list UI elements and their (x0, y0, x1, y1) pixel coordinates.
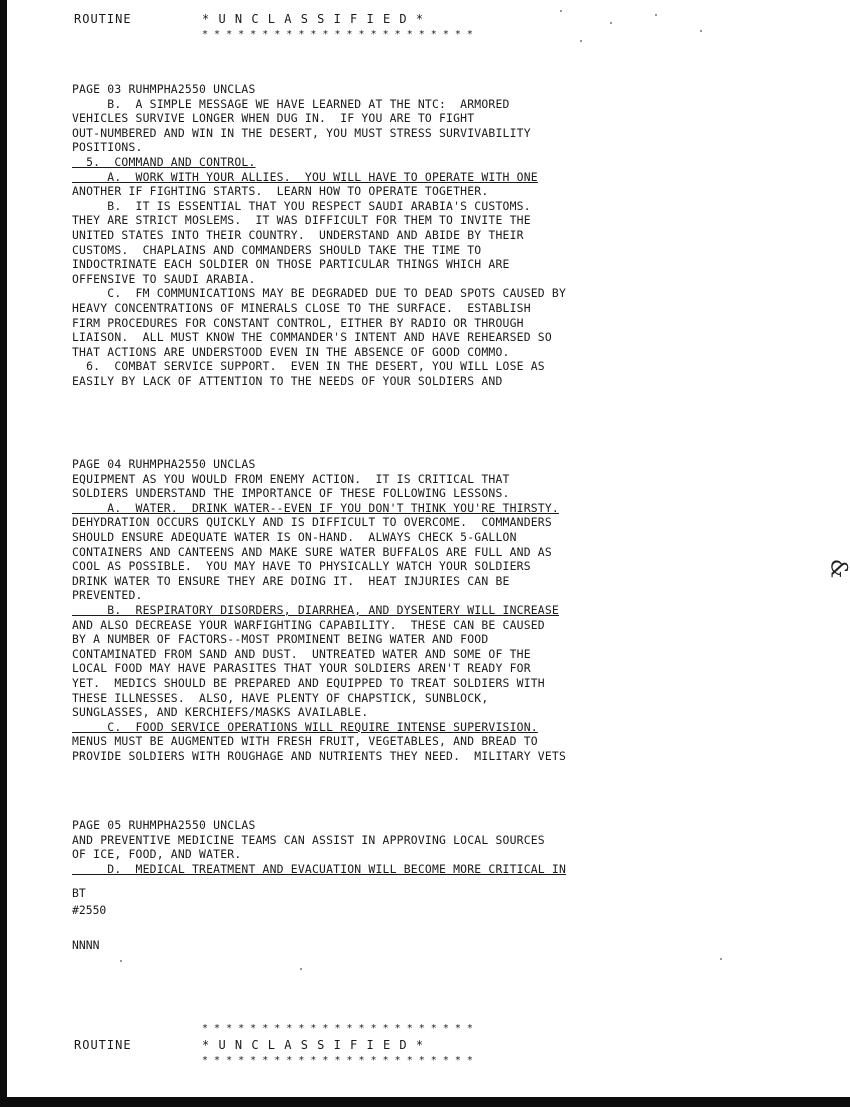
text-line: HEAVY CONCENTRATIONS OF MINERALS CLOSE TO THE SURFACE. ESTABLISH (72, 300, 531, 315)
subheading-water: A. WATER. DRINK WATER--EVEN IF YOU DON'T THINK YOU'RE THIRSTY. (72, 500, 559, 515)
subheading-medical: D. MEDICAL TREATMENT AND EVACUATION WILL BECOME MORE CRITICAL IN (72, 861, 567, 876)
scan-left-edge (0, 0, 7, 1107)
text-line: PREVENTED. (72, 588, 143, 603)
header-classification: * U N C L A S S I F I E D * (202, 12, 425, 26)
text-line: PROVIDE SOLDIERS WITH ROUGHAGE AND NUTRIENTS THEY NEED. MILITARY VETS (72, 748, 567, 763)
message-page-03 (72, 82, 842, 388)
text-line: FIRM PROCEDURES FOR CONSTANT CONTROL, EITHER BY RADIO OR THROUGH (72, 315, 524, 330)
text-line: B. IT IS ESSENTIAL THAT YOU RESPECT SAUDI ARABIA'S CUSTOMS. (72, 198, 531, 213)
scan-speck (120, 960, 122, 962)
text-line: B. A SIMPLE MESSAGE WE HAVE LEARNED AT THE NTC: ARMORED (72, 96, 510, 111)
footer-stars-bottom: * * * * * * * * * * * * * * * * * * * * * * * (202, 1055, 473, 1066)
scan-speck (610, 22, 612, 24)
text-line: CUSTOMS. CHAPLAINS AND COMMANDERS SHOULD TAKE THE TIME TO (72, 242, 482, 257)
text-line: DRINK WATER TO ENSURE THEY ARE DOING IT. HEAT INJURIES CAN BE (72, 573, 510, 588)
text-line: C. FM COMMUNICATIONS MAY BE DEGRADED DUE TO DEAD SPOTS CAUSED BY (72, 286, 567, 301)
message-page-05 (72, 818, 842, 876)
scan-speck (300, 968, 302, 970)
header-routine: ROUTINE (74, 12, 132, 26)
end-of-message-marker: NNNN (72, 938, 100, 952)
text-line: CONTAMINATED FROM SAND AND DUST. UNTREATED WATER AND SOME OF THE (72, 646, 531, 661)
footer-classification: * U N C L A S S I F I E D * (202, 1038, 425, 1052)
subheading-respiratory: B. RESPIRATORY DISORDERS, DIARRHEA, AND DYSENTERY WILL INCREASE (72, 602, 559, 617)
text-line: EASILY BY LACK OF ATTENTION TO THE NEEDS OF YOUR SOLDIERS AND (72, 373, 503, 388)
text-line: SUNGLASSES, AND KERCHIEFS/MASKS AVAILABLE. (72, 705, 369, 720)
text-line: CONTAINERS AND CANTEENS AND MAKE SURE WATER BUFFALOS ARE FULL AND AS (72, 544, 552, 559)
page-label-05: PAGE 05 RUHMPHA2550 UNCLAS (72, 818, 256, 832)
text-line: OFFENSIVE TO SAUDI ARABIA. (72, 271, 256, 286)
scan-bottom-edge (0, 1097, 850, 1107)
text-line: UNITED STATES INTO THEIR COUNTRY. UNDERSTAND AND ABIDE BY THEIR (72, 227, 524, 242)
text-line: DEHYDRATION OCCURS QUICKLY AND IS DIFFICULT TO OVERCOME. COMMANDERS (72, 515, 552, 530)
header-stars: * * * * * * * * * * * * * * * * * * * * * * * (202, 29, 473, 40)
message-number: #2550 (72, 903, 107, 917)
text-line: BY A NUMBER OF FACTORS--MOST PROMINENT BEING WATER AND FOOD (72, 632, 489, 647)
scan-speck (580, 40, 582, 42)
text-line: OUT-NUMBERED AND WIN IN THE DESERT, YOU MUST STRESS SURVIVABILITY (72, 125, 531, 140)
footer-stars-top: * * * * * * * * * * * * * * * * * * * * * * * (202, 1023, 473, 1034)
text-line: THAT ACTIONS ARE UNDERSTOOD EVEN IN THE ABSENCE OF GOOD COMMO. (72, 344, 510, 359)
text-line: LIAISON. ALL MUST KNOW THE COMMANDER'S INTENT AND HAVE REHEARSED SO (72, 330, 552, 345)
text-line: A. WORK WITH YOUR ALLIES. YOU WILL HAVE TO OPERATE WITH ONE (72, 169, 538, 184)
scan-speck (560, 10, 562, 12)
footer-routine: ROUTINE (74, 1038, 132, 1052)
text-line: INDOCTRINATE EACH SOLDIER ON THOSE PARTICULAR THINGS WHICH ARE (72, 257, 510, 272)
section-heading-combat-service-support: 6. COMBAT SERVICE SUPPORT. EVEN IN THE DESERT, YOU WILL LOSE AS (72, 359, 545, 374)
break-marker: BT (72, 886, 86, 900)
text-line: EQUIPMENT AS YOU WOULD FROM ENEMY ACTION. IT IS CRITICAL THAT (72, 471, 510, 486)
scan-speck (655, 14, 657, 16)
text-line: POSITIONS. (72, 140, 143, 155)
page-label-03: PAGE 03 RUHMPHA2550 UNCLAS (72, 82, 256, 96)
text-line: LOCAL FOOD MAY HAVE PARASITES THAT YOUR SOLDIERS AREN'T READY FOR (72, 661, 531, 676)
text-line: VEHICLES SURVIVE LONGER WHEN DUG IN. IF YOU ARE TO FIGHT (72, 111, 475, 126)
section-heading-command-control: 5. COMMAND AND CONTROL. (72, 154, 256, 169)
text-line: YET. MEDICS SHOULD BE PREPARED AND EQUIPPED TO TREAT SOLDIERS WITH (72, 675, 545, 690)
scan-speck (720, 958, 722, 960)
scan-speck (700, 30, 702, 32)
text-line: OF ICE, FOOD, AND WATER. (72, 847, 242, 862)
text-line: THESE ILLNESSES. ALSO, HAVE PLENTY OF CHAPSTICK, SUNBLOCK, (72, 690, 489, 705)
text-line: AND PREVENTIVE MEDICINE TEAMS CAN ASSIST IN APPROVING LOCAL SOURCES (72, 832, 545, 847)
text-line: AND ALSO DECREASE YOUR WARFIGHTING CAPABILITY. THESE CAN BE CAUSED (72, 617, 545, 632)
page-label-04: PAGE 04 RUHMPHA2550 UNCLAS (72, 457, 256, 471)
text-line: ANOTHER IF FIGHTING STARTS. LEARN HOW TO OPERATE TOGETHER. (72, 184, 489, 199)
message-page-04 (72, 457, 842, 763)
handwritten-margin-mark-icon: & (825, 558, 850, 579)
text-line: SHOULD ENSURE ADEQUATE WATER IS ON-HAND. ALWAYS CHECK 5-GALLON (72, 529, 517, 544)
text-line: COOL AS POSSIBLE. YOU MAY HAVE TO PHYSICALLY WATCH YOUR SOLDIERS (72, 559, 531, 574)
subheading-food-service: C. FOOD SERVICE OPERATIONS WILL REQUIRE INTENSE SUPERVISION. (72, 719, 538, 734)
text-line: THEY ARE STRICT MOSLEMS. IT WAS DIFFICULT FOR THEM TO INVITE THE (72, 213, 531, 228)
text-line: SOLDIERS UNDERSTAND THE IMPORTANCE OF THESE FOLLOWING LESSONS. (72, 486, 510, 501)
text-line: MENUS MUST BE AUGMENTED WITH FRESH FRUIT, VEGETABLES, AND BREAD TO (72, 734, 538, 749)
